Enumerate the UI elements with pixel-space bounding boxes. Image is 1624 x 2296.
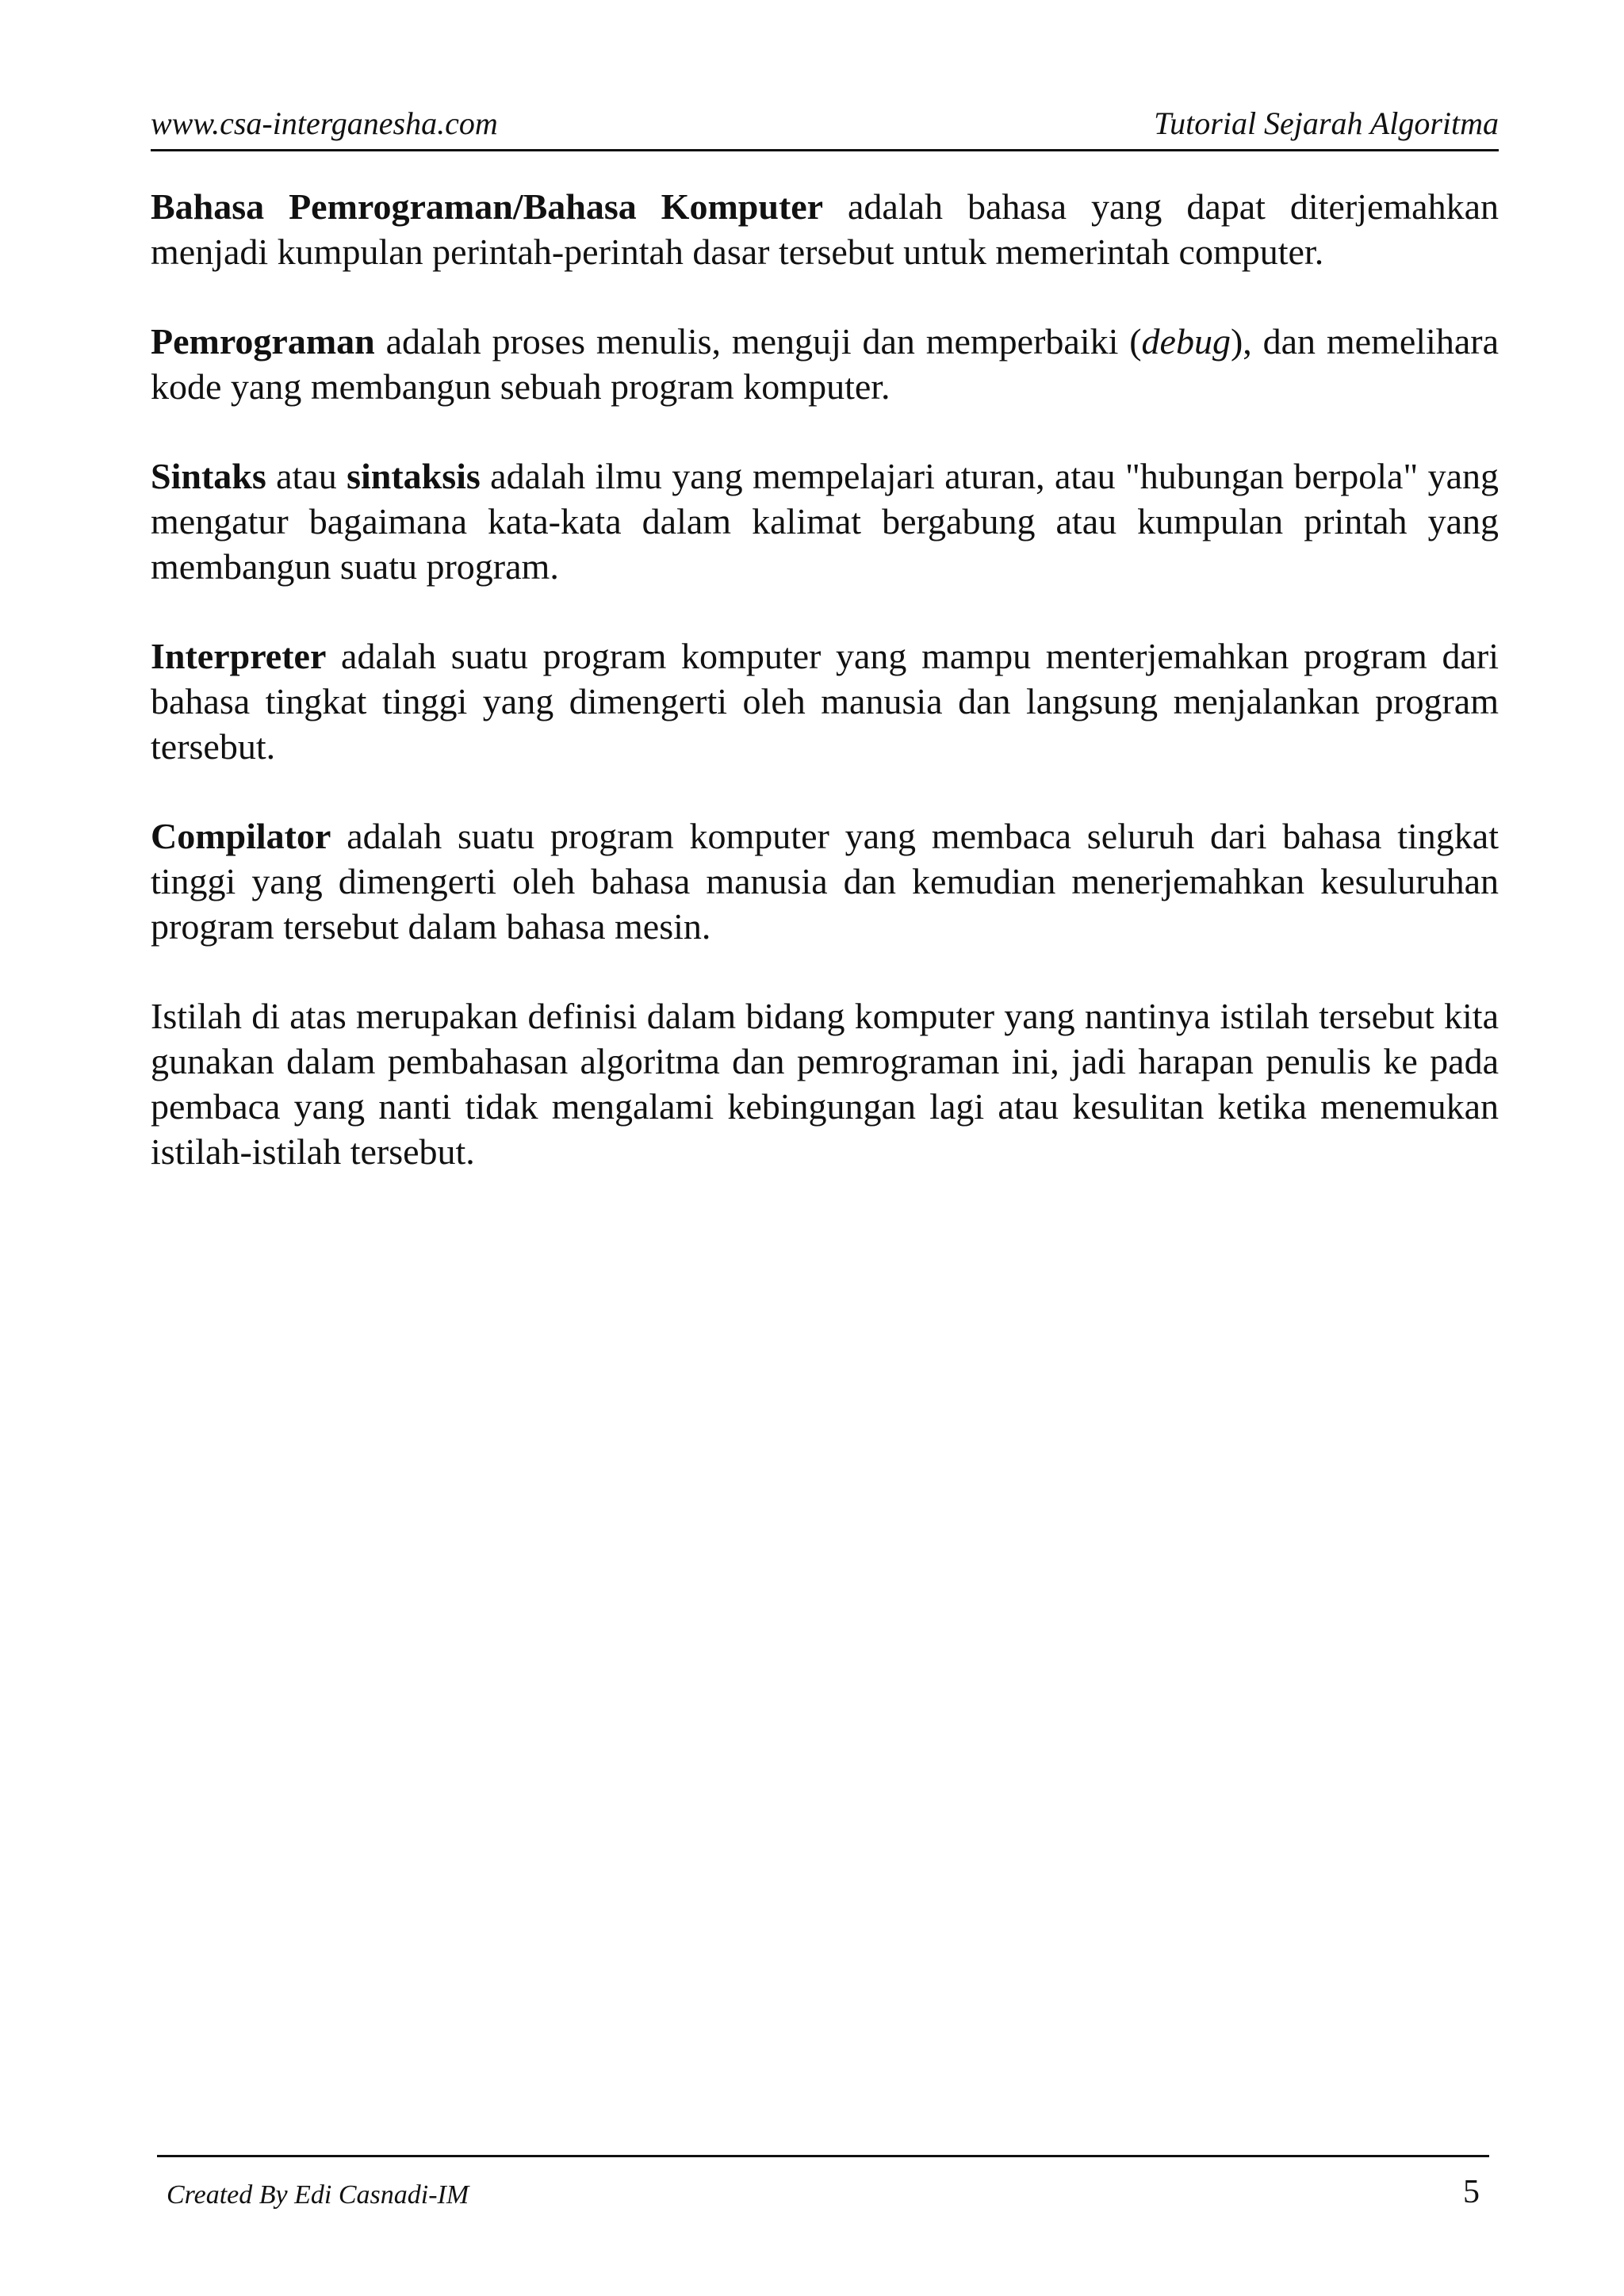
paragraph-bahasa-pemrograman bbox=[151, 184, 1499, 274]
term-sintaks: Sintaks bbox=[151, 456, 266, 496]
page-header bbox=[151, 98, 1499, 151]
definition-text: ), dan memelihara kode yang membangun sebuah program komputer. bbox=[151, 321, 1499, 407]
definition-text: adalah suatu program komputer yang mampu menterjemahkan program dari bahasa tingkat tinggi yang dimengerti oleh manusia dan langsung menjalankan program tersebut. bbox=[151, 636, 1499, 767]
header-doc-title: Tutorial Sejarah Algoritma bbox=[1154, 105, 1499, 141]
term-interpreter: Interpreter bbox=[151, 636, 327, 676]
definition-text: adalah proses menulis, menguji dan memperbaiki ( bbox=[374, 321, 1142, 362]
page-number: 5 bbox=[1463, 2174, 1480, 2210]
paragraph-istilah: Istilah di atas merupakan definisi dalam bidang komputer yang nantinya istilah tersebut kita gunakan dalam pembahasan algoritma dan pemrograman ini, jadi harapan penulis ke pada pembaca yang nanti tidak mengalami kebingungan lagi atau kesulitan ketika menemukan istilah-istilah tersebut. bbox=[151, 996, 1499, 1172]
paragraph-interpreter bbox=[151, 633, 1499, 769]
paragraph-pemrograman bbox=[151, 319, 1499, 409]
header-website: www.csa-interganesha.com bbox=[151, 105, 498, 141]
footer-author: Created By Edi Casnadi-IM bbox=[167, 2180, 469, 2210]
term-debug: debug bbox=[1141, 321, 1231, 362]
page-content bbox=[151, 184, 1499, 1219]
paragraph-compilator bbox=[151, 813, 1499, 949]
definition-text: adalah ilmu yang mempelajari aturan, atau "hubungan berpola" yang mengatur bagaimana kata-kata dalam kalimat bergabung atau kumpulan printah yang membangun suatu program. bbox=[151, 456, 1499, 587]
definition-text: atau bbox=[266, 456, 347, 496]
term-pemrograman: Pemrograman bbox=[151, 321, 375, 362]
page-footer bbox=[157, 2155, 1489, 2221]
term-sintaksis: sintaksis bbox=[347, 456, 481, 496]
term-compilator: Compilator bbox=[151, 816, 331, 856]
paragraph-sintaks bbox=[151, 453, 1499, 589]
term-bahasa-pemrograman: Bahasa Pemrograman/Bahasa Komputer bbox=[151, 186, 824, 227]
definition-text: adalah bahasa yang dapat diterjemahkan menjadi kumpulan perintah-perintah dasar tersebut untuk memerintah computer. bbox=[151, 186, 1499, 272]
definition-text: adalah suatu program komputer yang membaca seluruh dari bahasa tingkat tinggi yang dimengerti oleh bahasa manusia dan kemudian menerjemahkan kesuluruhan program tersebut dalam bahasa mesin. bbox=[151, 816, 1499, 947]
